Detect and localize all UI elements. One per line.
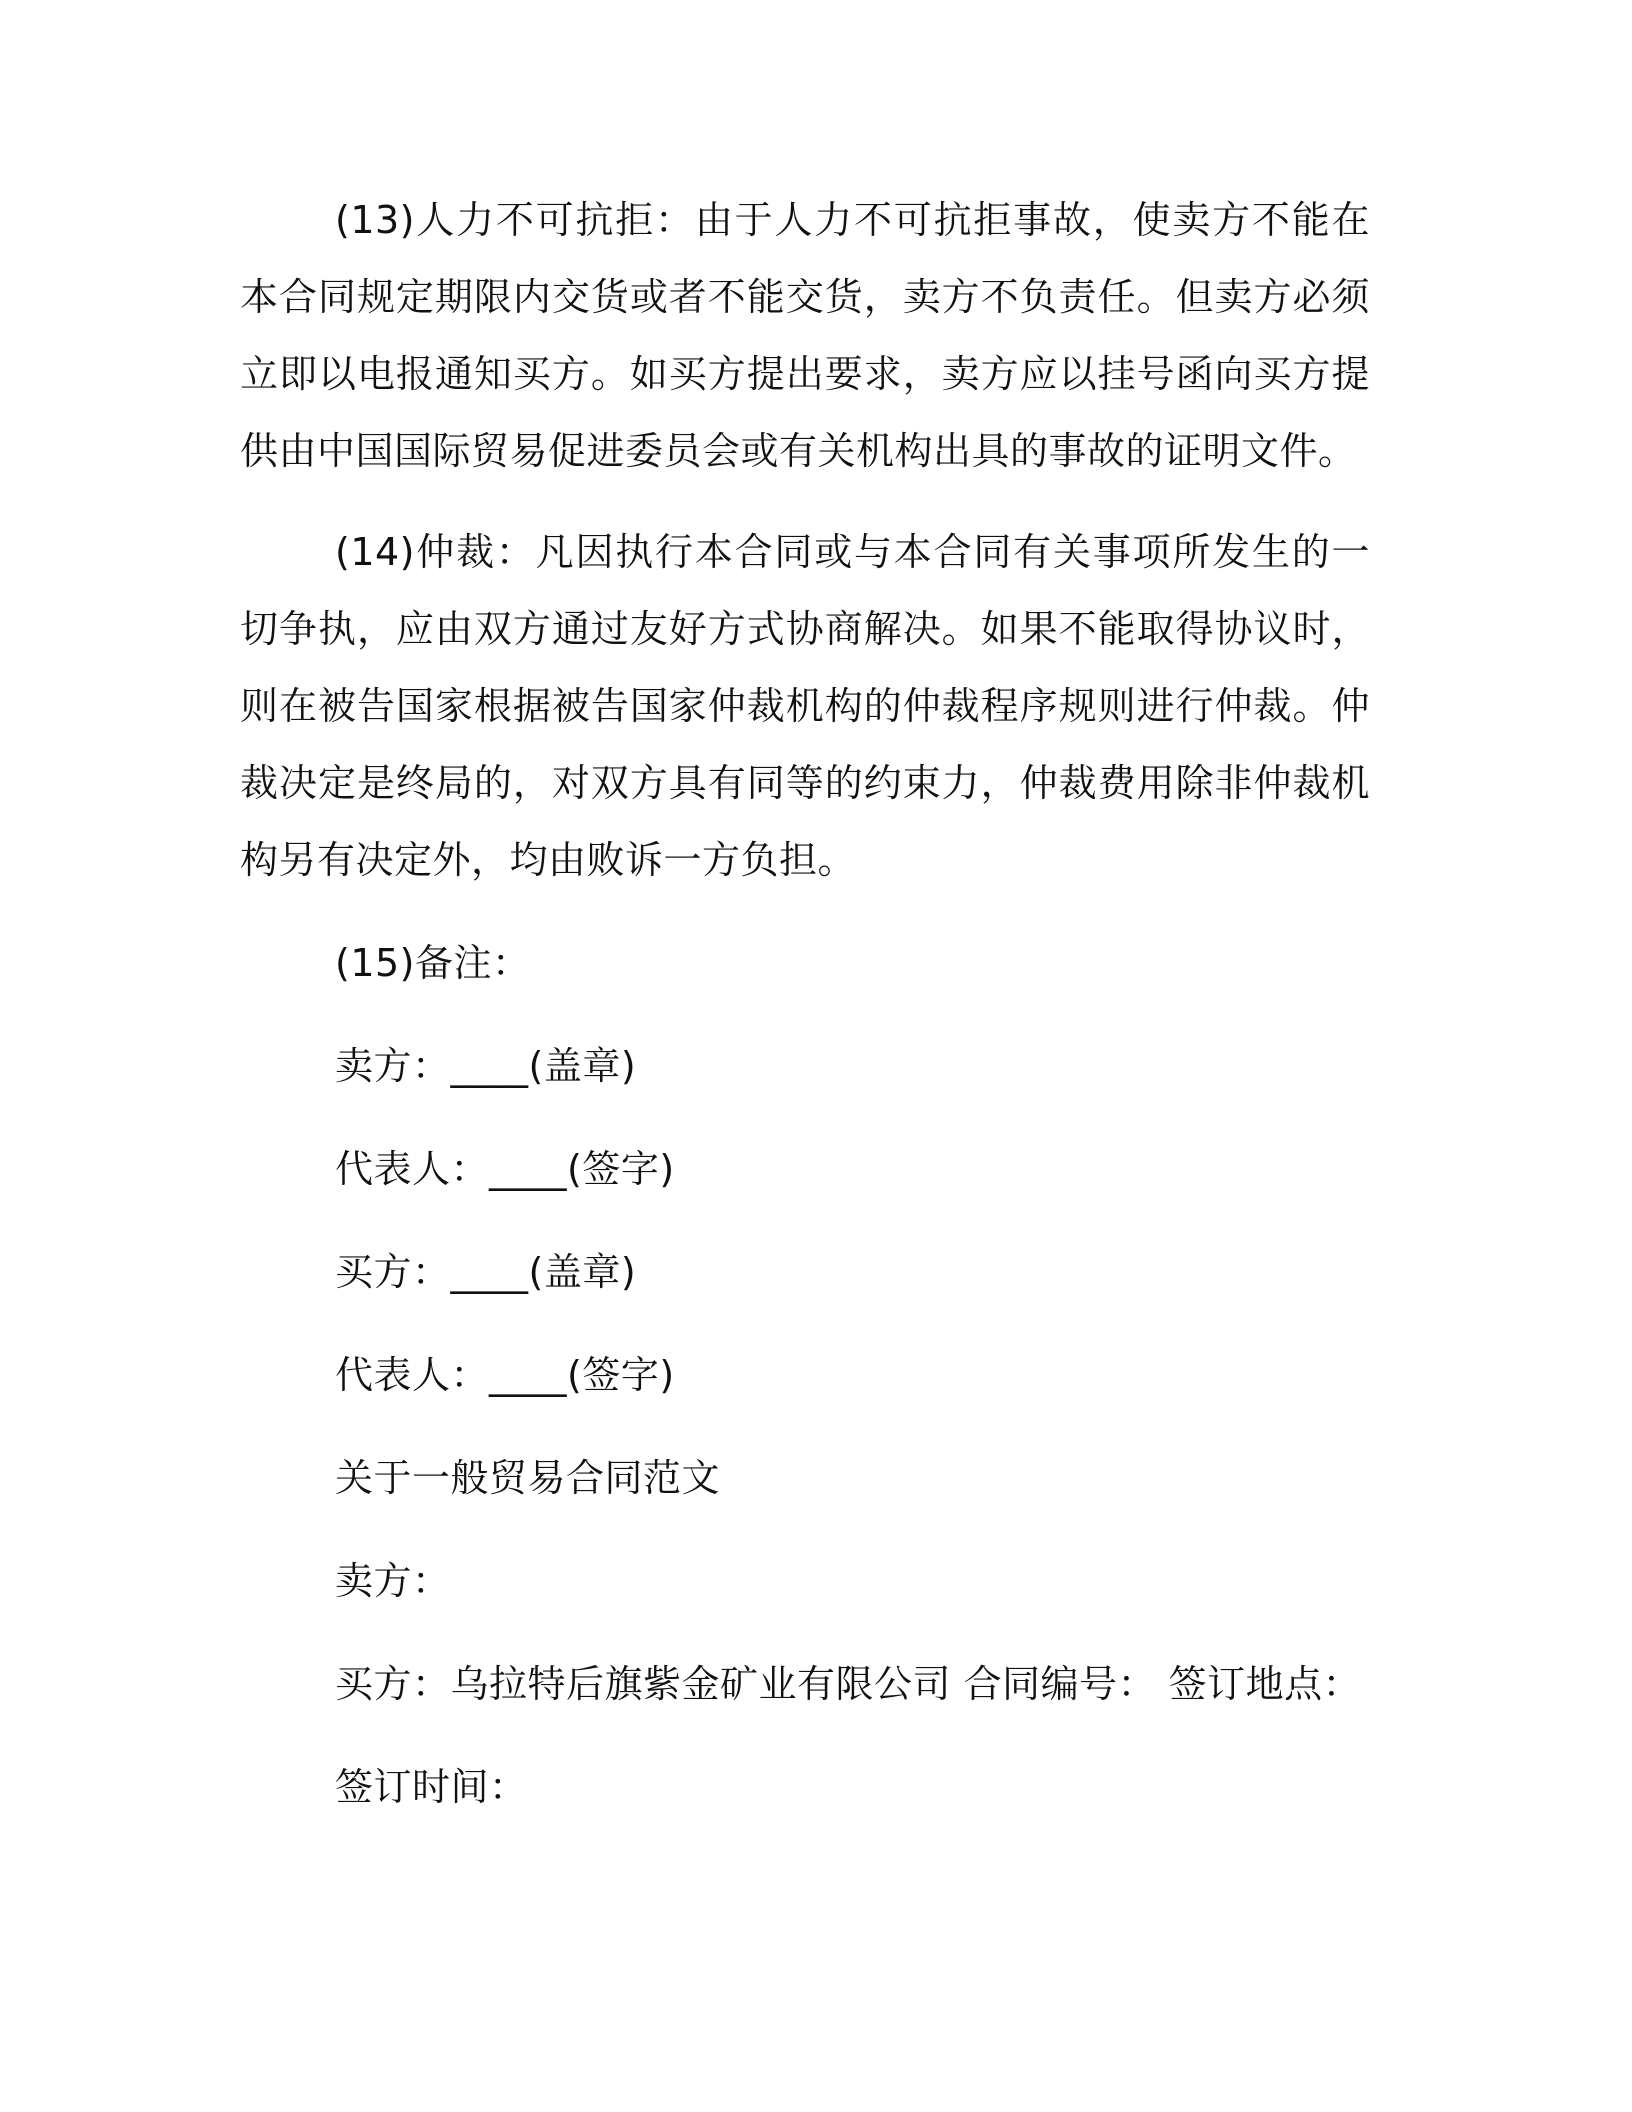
clause-14-arbitration: (14)仲裁：凡因执行本合同或与本合同有关事项所发生的一切争执，应由双方通过友好方式协商解决。如果不能取得协议时，则在被告国家根据被告国家仲裁机构的仲裁程序规则进行仲裁。仲裁决定是终局的，对双方具有同等的约束力，仲裁费用除非仲裁机构另有决定外，均由败诉一方负担。	[240, 530, 1370, 882]
signing-time-line: 签订时间：	[335, 1765, 528, 1809]
seller-seal-line: 卖方：____(盖章)	[335, 1044, 637, 1088]
buyer-info-line: 买方：乌拉特后旗紫金矿业有限公司 合同编号： 签订地点：	[335, 1662, 1362, 1706]
contract-title: 关于一般贸易合同范文	[335, 1456, 721, 1500]
seller-representative-line: 代表人：____(签字)	[335, 1147, 675, 1191]
seller-line: 卖方：	[335, 1559, 451, 1603]
clause-13-force-majeure: (13)人力不可抗拒：由于人力不可抗拒事故，使卖方不能在本合同规定期限内交货或者不能交货，卖方不负责任。但卖方必须立即以电报通知买方。如买方提出要求，卖方应以挂号函向买方提供由中国国际贸易促进委员会或有关机构出具的事故的证明文件。	[240, 198, 1370, 473]
clause-15-remarks: (15)备注：	[335, 941, 531, 985]
buyer-representative-line: 代表人：____(签字)	[335, 1353, 675, 1397]
buyer-seal-line: 买方：____(盖章)	[335, 1250, 637, 1294]
